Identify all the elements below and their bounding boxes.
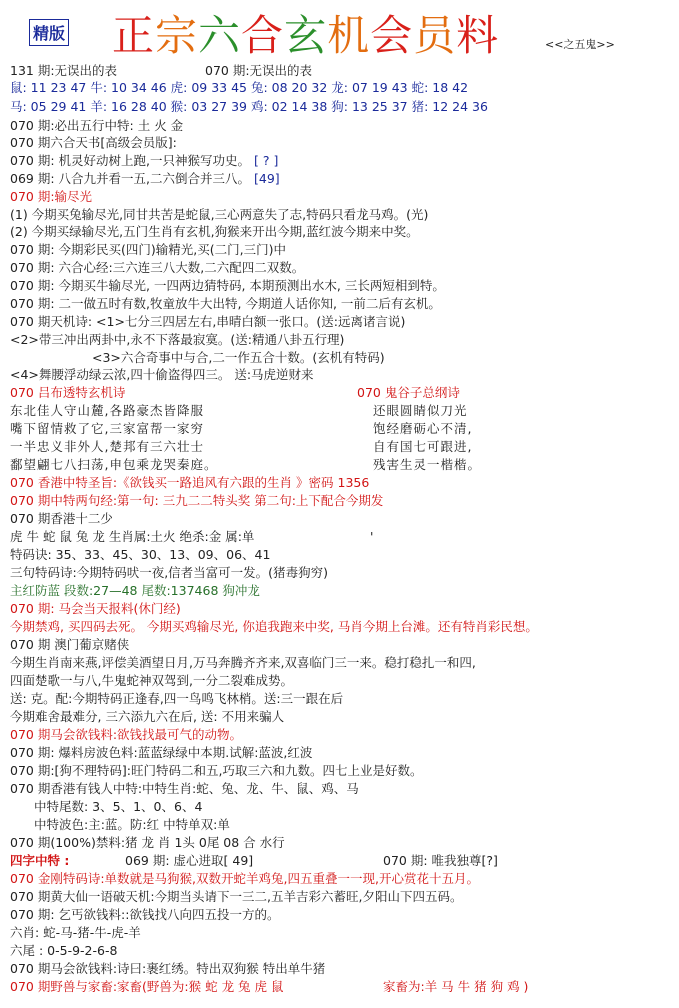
highlight-line: 070 香港中特圣旨:《欲钱买一路追风有六跟的生肖 》密码 1356 (10, 475, 370, 490)
poem-line: 残害生灵一楷楷。 (373, 457, 482, 472)
table-caption-2: 070 期:无误出的表 (205, 63, 313, 78)
highlight-line: 今期禁鸡, 买四码去死。 今期买鸡输尽光, 你追我跑来中奖, 马肖今期上台滩。还有特肖彩民想。 (10, 619, 538, 634)
section-heading: 070 吕布透特玄机诗 (10, 385, 126, 400)
section-heading: 070 鬼谷子总纲诗 (357, 385, 460, 400)
section-heading: 四字中特 : (10, 853, 70, 868)
zodiac-row-2: 马: 05 29 41 羊: 16 28 40 猴: 03 27 39 鸡: 02 14 38 狗: 13 25 37 猪: 12 24 36 (10, 99, 488, 114)
text-line: 今期生肖南来燕,评偿美酒望日月,万马奔腾齐齐来,双喜临门三一来。稳打稳扎一和四, (10, 655, 476, 670)
text-line: 今期难舍最难分, 三六添九六在后, 送: 不用来骗人 (10, 709, 285, 724)
text-line: 070 期天机诗: <1>七分三四居左右,串晴白额一张口。(送:远离诸言说) (10, 314, 406, 329)
section-heading: 070 期: 马会当天报料(休门经) (10, 601, 181, 616)
title-char: 正 (112, 11, 156, 60)
text-line: 070 期:必出五行中特: 土 火 金 (10, 118, 184, 133)
text-line: (2) 今期买绿输尽光,五门生肖有玄机,狗猴来开出今期,蓝红波今期来中奖。 (10, 224, 419, 239)
text-line: 070 期: 爆料房波色料:蓝蓝绿绿中本期.试解:蓝波,红波 (10, 745, 313, 760)
title-char: 员 (413, 11, 457, 60)
text-line (10, 170, 280, 187)
title-char: 玄 (284, 11, 328, 60)
text-line: 主红防蓝 段数:27—48 尾数:137468 狗冲龙 (10, 583, 260, 598)
title-char: 合 (241, 11, 285, 60)
poem-line: 一半忠义非外人,楚邦有三六壮士 (10, 439, 204, 454)
text-line: 070 期: 今期买牛输尽光, 一四两边猜特码, 本期预测出水木, 三长两短相到特。 (10, 278, 445, 293)
text-line: 070 期香港有钱人中特:中特生肖:蛇、兔、龙、牛、鼠、鸡、马 (10, 781, 359, 796)
text-line: 特码诀: 35、33、45、30、13、09、06、41 (10, 547, 271, 562)
zodiac-row-1: 鼠: 11 23 47 牛: 10 34 46 虎: 09 33 45 兔: 08 20 32 龙: 07 19 43 蛇: 18 42 (10, 80, 469, 95)
text-line: 送: 克。配:今期特码正逢春,四一鸟鸣飞林梢。送:三一跟在后 (10, 691, 344, 706)
text-line: 070 期: 二一做五时有数,牧童放牛大出特, 今期道人话你知, 一前二后有玄机。 (10, 296, 441, 311)
text-line: 070 期黄大仙一语破天机:今期当头请下一三二,五羊吉彩六蓄旺,夕阳山下四五码。 (10, 889, 463, 904)
stray-mark: ' (370, 529, 374, 544)
highlight-line: 070 期中特两句经:第一句: 三九二二特头奖 第二句:上下配合今期发 (10, 493, 384, 508)
text-line: 070 期六合天书[高级会员版]: (10, 135, 177, 150)
title-char: 会 (370, 11, 414, 60)
text-line: 070 期: 乞丐欲钱料::欲钱找八向四五投一方的。 (10, 907, 280, 922)
poem-line: 鄱望翩七八扫荡,申包乘龙哭秦庭。 (10, 457, 218, 472)
page-title (112, 3, 499, 63)
text-line: <2>带三冲出两卦中,永不下落最寂寞。(送:精通八卦五行理) (10, 332, 345, 347)
poem-line: 自有国七可跟进, (373, 439, 473, 454)
line-text: 070 期: 机灵好动树上跑,一只神猴写功史。 (10, 153, 250, 168)
title-char: 料 (456, 11, 500, 60)
page-subtitle: <<之五鬼>> (545, 38, 615, 51)
text-line: 六肖: 蛇-马-猪-牛-虎-羊 (10, 925, 141, 940)
text-line: <3>六合奇事中与合,二一作五合十数。(玄机有特码) (92, 350, 385, 365)
title-char: 六 (198, 11, 242, 60)
section-heading: 070 期马会欲钱料:欲钱找最可气的动物。 (10, 727, 243, 742)
answer-tag: [ ? ] (253, 153, 279, 168)
text-line: 070 期:[狗不理特码]:旺门特码二和五,巧取三六和九数。四七上业是好数。 (10, 763, 423, 778)
line-text: 069 期: 八合九并看一五,二六倒合并三八。 (10, 171, 250, 186)
section-heading: 070 期:输尽光 (10, 189, 93, 204)
highlight-line: 070 金刚特码诗:单数就是马狗猴,双数开蛇羊鸡兔,四五重叠一一现,开心赏花十五月。 (10, 871, 479, 886)
highlight-line: 家畜为:羊 马 牛 猪 狗 鸡 ) (383, 979, 529, 994)
text-line: 四面楚歌一与八,牛鬼蛇神双驾到,一分二裂难成势。 (10, 673, 293, 688)
text-line: 070 期: 今期彩民买(四门)输精光,买(二门,三门)中 (10, 242, 286, 257)
text-line: 070 期: 唯我独尊[?] (383, 853, 498, 868)
answer-tag: [49] (253, 171, 280, 186)
text-line: <4>舞腰浮动绿云浓,四十偷盗得四三。 送:马虎逆财来 (10, 367, 314, 382)
poem-line: 嘴下留情救了它,三家富帮一家穷 (10, 421, 204, 436)
edition-badge: 精版 (29, 19, 69, 46)
header (0, 0, 679, 58)
poem-line: 还眼圆睛似刀光 (373, 403, 468, 418)
text-line: 虎 牛 蛇 鼠 兔 龙 生肖属:土火 绝杀:金 属:单 (10, 529, 255, 544)
text-line: 六尾 : 0-5-9-2-6-8 (10, 943, 118, 958)
poem-line: 东北佳人守山麓,各路豪杰皆降服 (10, 403, 204, 418)
text-line: 069 期: 虚心进取[ 49] (125, 853, 254, 868)
table-caption: 131 期:无误出的表 (10, 63, 118, 78)
title-text (112, 3, 499, 63)
text-line: 中特尾数: 3、5、1、0、6、4 (34, 799, 203, 814)
text-line (10, 152, 278, 169)
text-line: (1) 今期买兔输尽光,同甘共苦是蛇鼠,三心两意失了志,特码只看龙马鸡。(光) (10, 207, 429, 222)
title-char: 机 (327, 11, 371, 60)
text-line: 070 期(100%)禁料:猪 龙 肖 1头 0尾 08 合 水行 (10, 835, 285, 850)
text-line: 三句特码诗:今期特码吠一夜,信者当富可一发。(猪毒狗穷) (10, 565, 328, 580)
highlight-line: 070 期野兽与家畜:家畜(野兽为:猴 蛇 龙 兔 虎 鼠 (10, 979, 284, 994)
text-line: 070 期: 六合心经:三六连三八大数,二六配四二双数。 (10, 260, 305, 275)
text-line: 070 期 澳门葡京赌侠 (10, 637, 130, 652)
poem-line: 饱经磨砺心不清, (373, 421, 473, 436)
title-char: 宗 (155, 11, 199, 60)
text-line: 070 期马会欲钱料:诗曰:裹红绣。特出双狗猴 特出单牛猪 (10, 961, 326, 976)
text-line: 中特波色:主:蓝。防:红 中特单双:单 (34, 817, 230, 832)
text-line: 070 期香港十二少 (10, 511, 113, 526)
